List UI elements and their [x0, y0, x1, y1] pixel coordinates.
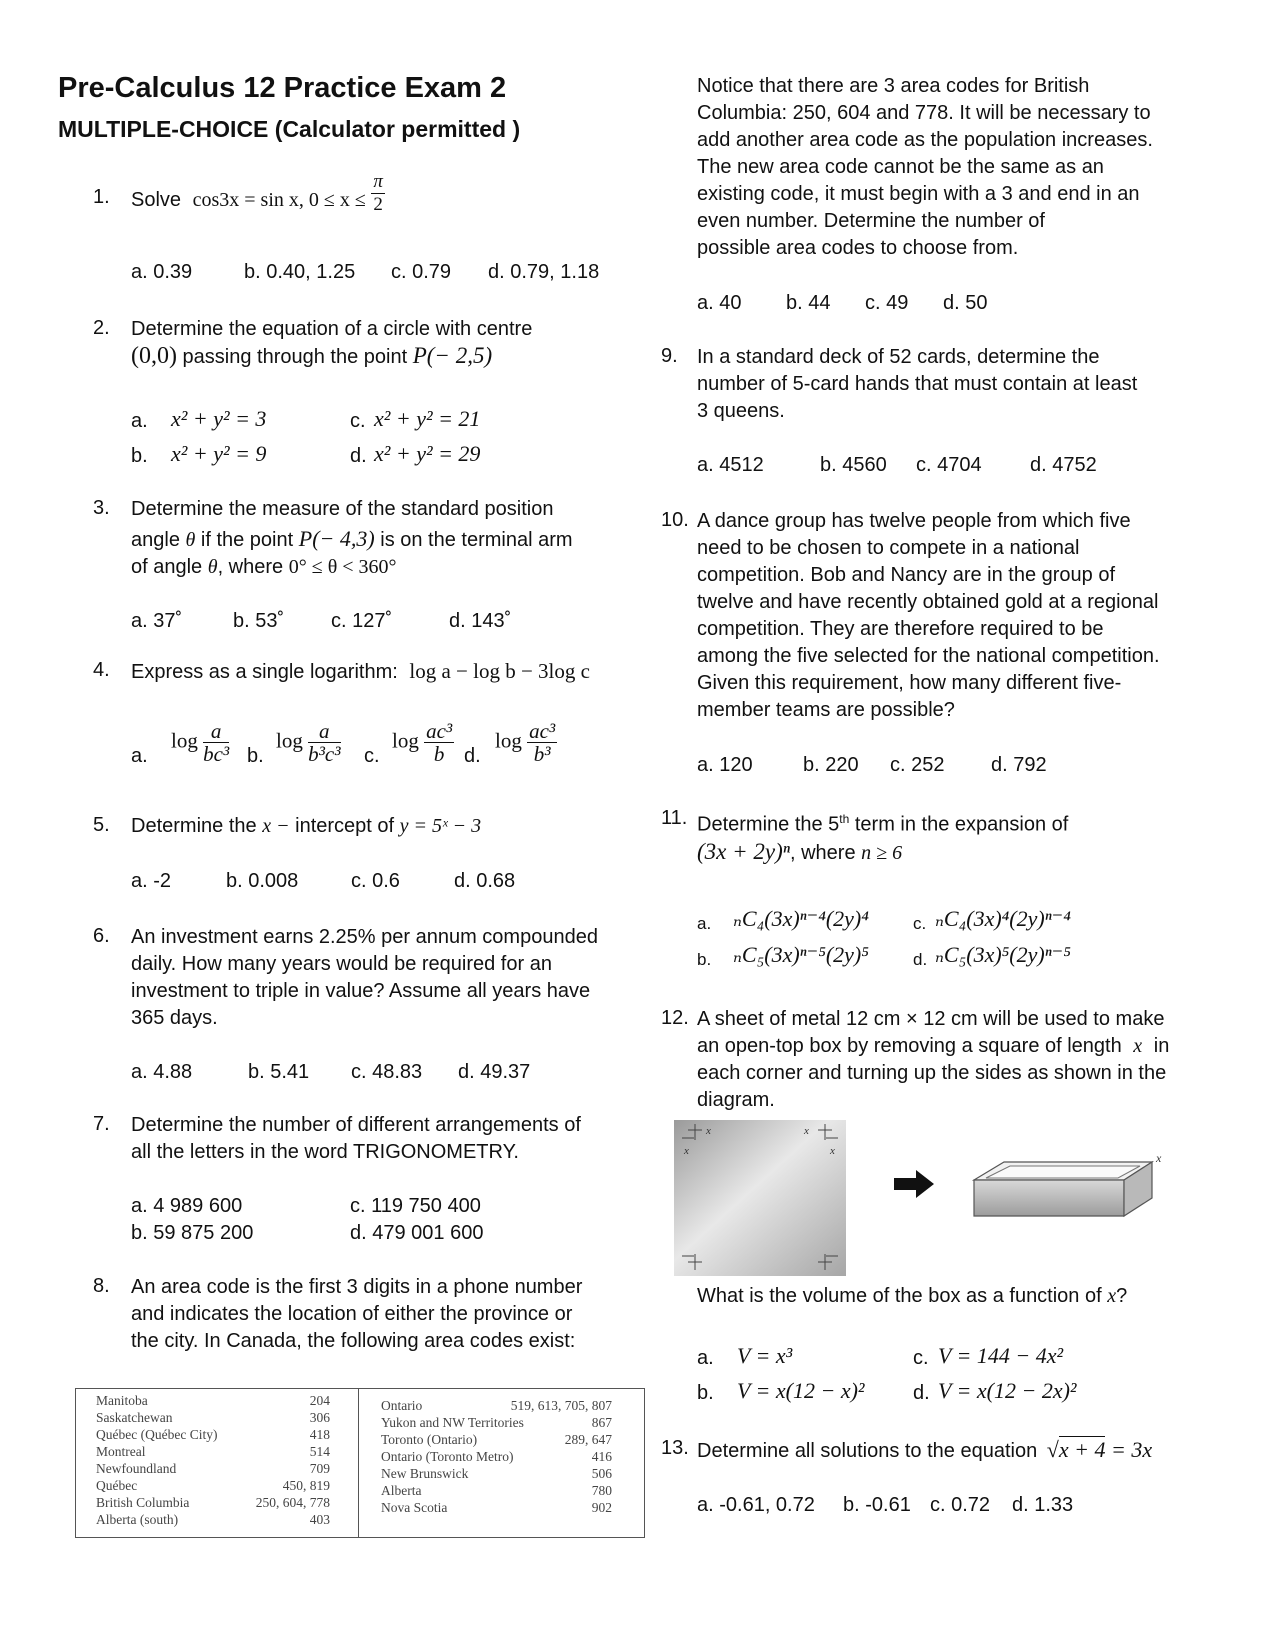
question-text: angle	[131, 529, 180, 551]
area-code-table	[75, 1388, 645, 1538]
variable: x −	[262, 815, 290, 837]
table-cell: 902	[591, 1500, 612, 1515]
question-text: competition. Bob and Nancy are in the group of	[697, 564, 1116, 586]
option-b[interactable]: log $\frac{a}{\text{b³c³}}$	[276, 719, 341, 766]
option-b[interactable]: b. 4560	[820, 454, 887, 476]
question-number: 7.	[93, 1113, 110, 1135]
theta-symbol: θ	[185, 529, 196, 551]
option-b[interactable]: b. 53˚	[233, 610, 285, 632]
x-label: x	[684, 1145, 689, 1157]
option-b[interactable]: b. 220	[803, 754, 859, 776]
question-number: 8.	[93, 1275, 110, 1297]
question-text: Determine the	[131, 815, 257, 837]
table-cell: 306	[309, 1410, 330, 1425]
question-text: Express as a single logarithm:	[131, 661, 398, 683]
question-text: Determine the measure of the standard position	[131, 498, 554, 520]
question-text: competition. They are therefore required to be	[697, 618, 1104, 640]
table-cell: Ontario (Toronto Metro)	[381, 1449, 514, 1464]
option-a[interactable]: ₙC₄(3x)ⁿ⁻⁴(2y)⁴	[733, 906, 869, 931]
question-text: , where	[790, 842, 856, 864]
question-text: In a standard deck of 52 cards, determine the	[697, 346, 1100, 368]
option-a-label: a.	[131, 410, 148, 432]
equation: cos3x = sin x, 0 ≤ x ≤	[192, 188, 366, 211]
question-text: even number. Determine the number of	[697, 210, 1045, 232]
superscript: th	[839, 812, 850, 826]
question-text: daily. How many years would be required for an	[131, 953, 552, 975]
fraction: $\frac{\pi}{2}$	[373, 171, 383, 215]
table-cell: Québec	[96, 1478, 138, 1493]
table-cell: Ontario	[381, 1398, 423, 1413]
option-d[interactable]: ₙC₅(3x)⁵(2y)ⁿ⁻⁵	[935, 942, 1071, 967]
option-a[interactable]: a. 0.39	[131, 261, 193, 283]
table-cell: Nova Scotia	[381, 1500, 448, 1515]
question-text: Determine the equation of a circle with centre	[131, 318, 533, 340]
option-c[interactable]: V = 144 − 4x²	[938, 1343, 1064, 1368]
option-d-label: d.	[464, 745, 481, 767]
question-text: among the five selected for the national competition.	[697, 645, 1160, 667]
question-text: is on the terminal arm	[380, 529, 573, 551]
option-c-label: c.	[913, 1347, 929, 1369]
table-cell: Yukon and NW Territories	[381, 1415, 524, 1430]
option-c-label: c.	[364, 745, 380, 767]
table-cell: Alberta	[381, 1483, 422, 1498]
condition: n ≥ 6	[861, 842, 903, 864]
option-b-label: b.	[247, 745, 264, 767]
option-c[interactable]: c. 0.6	[351, 870, 400, 892]
option-a[interactable]: a. 40	[697, 292, 742, 314]
option-c[interactable]: c. 252	[890, 754, 945, 776]
question-text: An investment earns 2.25% per annum compounded	[131, 926, 598, 948]
option-a-label: a.	[697, 1347, 714, 1369]
question-text: , where	[217, 556, 284, 578]
option-d-label: d.	[913, 1382, 930, 1404]
page-title: Pre-Calculus 12 Practice Exam 2	[58, 72, 507, 104]
question-text: What is the volume of the box as a function of	[697, 1285, 1102, 1307]
angle-range: 0° ≤ θ < 360°	[288, 556, 397, 578]
binomial-expression: (3x + 2y)ⁿ	[697, 839, 790, 864]
question-text: all the letters in the word TRIGONOMETRY.	[131, 1141, 519, 1163]
table-cell: 506	[591, 1466, 612, 1481]
question-text: diagram.	[697, 1089, 775, 1111]
question-text: each corner and turning up the sides as shown in the	[697, 1062, 1167, 1084]
x-label: x	[804, 1125, 809, 1137]
option-b[interactable]: b. 0.40, 1.25	[244, 261, 356, 283]
table-cell: 289, 647	[564, 1432, 612, 1447]
point: P(− 4,3)	[298, 526, 375, 551]
question-text: member teams are possible?	[697, 699, 955, 721]
area-code-column-left	[76, 1389, 359, 1537]
question-number: 2.	[93, 317, 110, 339]
option-b[interactable]: x² + y² = 9	[171, 441, 267, 466]
log-expression: log a − log b − 3log c	[409, 659, 590, 683]
question-text: if the point	[200, 529, 294, 551]
option-a[interactable]: a. 120	[697, 754, 753, 776]
question-text: Determine the 5	[697, 813, 840, 836]
option-a[interactable]: x² + y² = 3	[171, 406, 267, 431]
option-d[interactable]: x² + y² = 29	[374, 441, 481, 466]
option-a[interactable]: a. -0.61, 0.72	[697, 1494, 815, 1516]
option-b[interactable]: ₙC₅(3x)ⁿ⁻⁵(2y)⁵	[733, 942, 869, 967]
question-number: 12.	[661, 1007, 689, 1029]
option-c[interactable]: c. 0.79	[391, 261, 452, 283]
question-text: an open-top box by removing a square of length	[697, 1035, 1122, 1057]
question-text: and indicates the location of either the province or	[131, 1303, 573, 1325]
question-text: Solve	[131, 188, 182, 211]
question-text: investment to triple in value? Assume all years have	[131, 980, 591, 1002]
question-text: add another area code as the population increases.	[697, 129, 1153, 151]
option-d[interactable]: d. 50	[943, 292, 988, 314]
question-text: the city. In Canada, the following area codes exist:	[131, 1330, 576, 1352]
option-c[interactable]: c. 49	[865, 292, 909, 314]
table-cell: Manitoba	[96, 1393, 148, 1408]
question-text: twelve and have recently obtained gold at a regional	[697, 591, 1159, 613]
table-cell: 416	[591, 1449, 612, 1464]
table-cell: 709	[309, 1461, 330, 1476]
box-diagram	[674, 1120, 1194, 1280]
question-text: Notice that there are 3 area codes for British	[697, 75, 1090, 97]
option-d-label: d.	[350, 445, 367, 467]
option-d[interactable]: log $\frac{\text{ac³}}{\text{b³}}$	[495, 719, 556, 766]
option-d[interactable]: d. 143˚	[449, 610, 512, 632]
table-cell: British Columbia	[96, 1495, 190, 1510]
question-number: 3.	[93, 497, 110, 519]
option-d[interactable]: d. 1.33	[1012, 1494, 1074, 1516]
table-cell: 250, 604, 778	[255, 1495, 330, 1510]
option-d[interactable]: d. 49.37	[458, 1061, 531, 1083]
option-b-label: b.	[697, 950, 712, 969]
table-cell: 418	[309, 1427, 330, 1442]
option-c[interactable]: c. 48.83	[351, 1061, 423, 1083]
table-cell: New Brunswick	[381, 1466, 469, 1481]
table-cell: 780	[591, 1483, 612, 1498]
option-d[interactable]: d. 0.68	[454, 870, 516, 892]
option-c[interactable]: c. 119 750 400	[350, 1195, 481, 1217]
question-text: Columbia: 250, 604 and 778. It will be necessary to	[697, 102, 1151, 124]
table-cell: Alberta (south)	[96, 1512, 179, 1527]
option-c[interactable]: ₙC₄(3x)⁴(2y)ⁿ⁻⁴	[935, 906, 1071, 931]
option-c[interactable]: c. 127˚	[331, 610, 393, 632]
option-b[interactable]: b. -0.61	[843, 1494, 911, 1516]
question-text: The new area code cannot be the same as an	[697, 156, 1104, 178]
option-a[interactable]: a. 4.88	[131, 1061, 193, 1083]
table-cell: 403	[309, 1512, 330, 1527]
option-d[interactable]: d. 0.79, 1.18	[488, 261, 600, 283]
option-d[interactable]: d. 4752	[1030, 454, 1097, 476]
table-cell: Toronto (Ontario)	[381, 1432, 478, 1447]
question-number: 1.	[93, 186, 110, 208]
option-c-label: c.	[350, 410, 366, 432]
option-b[interactable]: b. 5.41	[248, 1061, 310, 1083]
option-b[interactable]: b. 44	[786, 292, 831, 314]
question-text: possible area codes to choose from.	[697, 237, 1019, 259]
option-a[interactable]: a. 4 989 600	[131, 1195, 243, 1217]
option-a[interactable]: V = x³	[737, 1343, 793, 1368]
option-c[interactable]: log $\frac{\text{ac³}}{b}$	[392, 719, 453, 766]
variable: x	[1107, 1285, 1117, 1307]
question-text: passing through the point	[182, 346, 408, 368]
table-cell: 867	[591, 1415, 612, 1430]
metal-sheet	[674, 1120, 846, 1276]
table-cell: 204	[309, 1393, 330, 1408]
variable: x	[1133, 1035, 1143, 1057]
question-number: 13.	[661, 1437, 689, 1459]
table-cell: Saskatchewan	[96, 1410, 173, 1425]
question-text: term in the expansion of	[854, 813, 1069, 836]
question-text: in	[1153, 1035, 1170, 1057]
table-cell: 450, 819	[282, 1478, 330, 1493]
question-text: 3 queens.	[697, 400, 785, 422]
option-d[interactable]: d. 479 001 600	[350, 1222, 484, 1244]
option-c[interactable]: c. 0.72	[930, 1494, 991, 1516]
table-cell: Québec (Québec City)	[96, 1427, 218, 1442]
option-d[interactable]: V = x(12 − 2x)²	[938, 1378, 1077, 1403]
question-text: Determine the number of different arrangements of	[131, 1114, 581, 1136]
question-text: of angle	[131, 556, 203, 578]
question-text: ?	[1116, 1285, 1128, 1307]
option-b-label: b.	[131, 445, 148, 467]
theta-symbol: θ	[207, 556, 218, 578]
question-number: 10.	[661, 509, 689, 531]
x-label: x	[1156, 1151, 1162, 1165]
arrow-icon	[894, 1170, 934, 1198]
option-c-label: c.	[913, 914, 927, 933]
question-number: 6.	[93, 925, 110, 947]
option-a[interactable]: log $\frac{a}{\text{bc³}}$	[171, 719, 230, 766]
x-label: x	[830, 1145, 835, 1157]
centre-point: (0,0)	[131, 343, 177, 369]
question-text: Given this requirement, how many different five-	[697, 672, 1122, 694]
option-a-label: a.	[697, 914, 712, 933]
option-a[interactable]: a. 4512	[697, 454, 764, 476]
option-c[interactable]: c. 4704	[916, 454, 982, 476]
question-number: 5.	[93, 814, 110, 836]
option-d-label: d.	[913, 950, 928, 969]
question-text: 365 days.	[131, 1007, 218, 1029]
question-number: 9.	[661, 345, 678, 367]
option-b[interactable]: b. 59 875 200	[131, 1222, 254, 1244]
point: P(− 2,5)	[412, 343, 493, 368]
table-cell: Newfoundland	[96, 1461, 177, 1476]
question-text: intercept of	[295, 815, 395, 837]
x-label: x	[706, 1125, 711, 1137]
area-code-column-right	[359, 1389, 644, 1537]
table-cell: 519, 613, 705, 807	[510, 1398, 612, 1413]
option-c[interactable]: x² + y² = 21	[374, 406, 481, 431]
question-text: A dance group has twelve people from which five	[697, 510, 1131, 532]
page-subtitle: MULTIPLE-CHOICE (Calculator permitted )	[58, 116, 521, 142]
option-a[interactable]: a. 37˚	[131, 610, 183, 632]
equation: √x + 4 = 3x	[1046, 1437, 1153, 1462]
option-b[interactable]: b. 0.008	[226, 870, 299, 892]
table-cell: Montreal	[96, 1444, 146, 1459]
option-a-label: a.	[131, 745, 148, 767]
question-text: Determine all solutions to the equation	[697, 1440, 1038, 1462]
question-text: A sheet of metal 12 cm × 12 cm will be used to make	[697, 1008, 1165, 1030]
option-b[interactable]: V = x(12 − x)²	[737, 1378, 865, 1403]
equation: y = 5ˣ − 3	[399, 815, 482, 837]
option-a[interactable]: a. -2	[131, 870, 172, 892]
open-box	[974, 1162, 1152, 1216]
option-d[interactable]: d. 792	[991, 754, 1047, 776]
question-text: need to be chosen to compete in a national	[697, 537, 1080, 559]
question-text: number of 5-card hands that must contain at least	[697, 373, 1138, 395]
question-number: 4.	[93, 659, 110, 681]
question-number: 11.	[661, 807, 688, 829]
table-cell: 514	[309, 1444, 330, 1459]
question-text: An area code is the first 3 digits in a phone number	[131, 1276, 583, 1298]
option-b-label: b.	[697, 1382, 714, 1404]
question-text: existing code, it must begin with a 3 and end in an	[697, 183, 1140, 205]
